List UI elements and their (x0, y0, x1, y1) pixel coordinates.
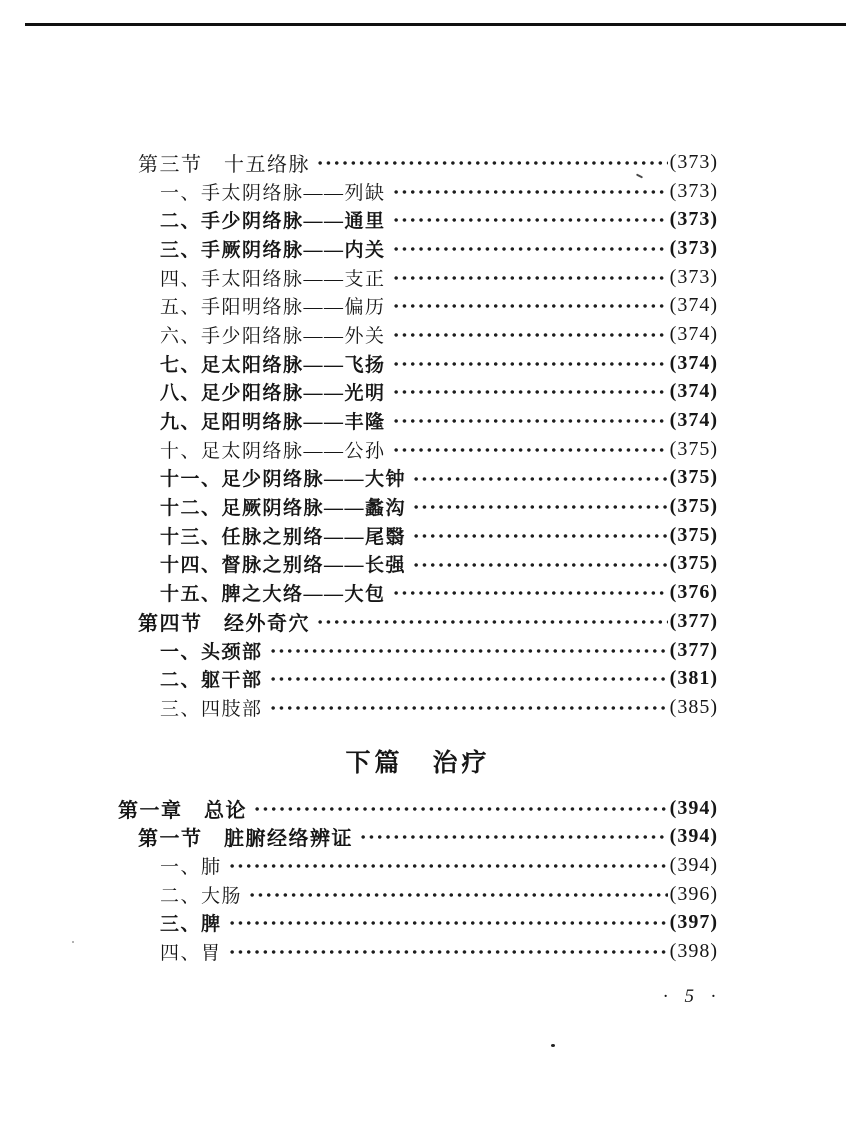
toc-row (118, 550, 718, 579)
toc-entry-page: (375) (669, 466, 718, 489)
dot-leader (392, 409, 668, 432)
toc-row (118, 664, 718, 693)
toc-entry-page: (377) (669, 609, 718, 632)
table-of-contents (118, 148, 718, 966)
dot-leader (228, 911, 668, 934)
toc-entry-page: (376) (669, 581, 718, 604)
toc-row (118, 205, 718, 234)
toc-entry-title: 第一章 总论 (118, 799, 247, 822)
toc-entry-title: 十一、足少阴络脉——大钟 (160, 469, 407, 491)
toc-entry-page: (375) (669, 437, 718, 460)
dot-leader (392, 380, 668, 403)
dot-leader (228, 854, 668, 877)
dot-leader (412, 553, 668, 576)
dot-leader (359, 825, 668, 849)
toc-entry-page: (377) (669, 638, 718, 661)
toc-entry-page: (394) (669, 825, 718, 848)
dot-leader (269, 639, 668, 662)
toc-row (118, 794, 718, 823)
dot-leader (269, 667, 668, 690)
dot-leader (412, 495, 668, 518)
toc-entry-title: 四、手太阳络脉——支正 (160, 268, 386, 290)
toc-entry-title: 七、足太阳络脉——飞扬 (160, 354, 386, 376)
toc-entry-page: (373) (669, 236, 718, 259)
toc-row (118, 406, 718, 435)
dot-leader (269, 696, 668, 719)
toc-entry-page: (373) (669, 150, 718, 173)
toc-row (118, 880, 718, 909)
toc-entry-title: 二、手少阴络脉——通里 (160, 211, 386, 233)
toc-row (118, 578, 718, 607)
dot-leader (253, 796, 668, 820)
toc-row (118, 320, 718, 349)
toc-row (118, 263, 718, 292)
toc-row (118, 937, 718, 966)
dot-leader (392, 438, 668, 461)
toc-row (118, 607, 718, 636)
toc-entry-page: (385) (669, 695, 718, 718)
toc-entry-page: (375) (669, 495, 718, 518)
toc-entry-page: (373) (669, 179, 718, 202)
toc-entry-title: 第四节 经外奇穴 (138, 612, 310, 635)
toc-entry-page: (394) (669, 853, 718, 876)
dot-leader (392, 352, 668, 375)
dot-leader (392, 208, 668, 231)
toc-entry-title: 一、手太阴络脉——列缺 (160, 182, 386, 204)
toc-row (118, 636, 718, 665)
top-rule (25, 23, 846, 26)
dot-leader (412, 467, 668, 490)
dot-leader (412, 524, 668, 547)
toc-entry-page: (373) (669, 208, 718, 231)
toc-entry-title: 十五、脾之大络——大包 (160, 584, 386, 606)
dot-leader (316, 150, 668, 174)
toc-entry-page: (374) (669, 351, 718, 374)
toc-entry-title: 第三节 十五络脉 (138, 153, 310, 176)
toc-entry-title: 一、头颈部 (160, 641, 263, 663)
toc-entry-title: 四、胃 (160, 943, 222, 965)
part-header: 下篇 治疗 (345, 749, 491, 777)
toc-entry-title: 九、足阳明络脉——丰隆 (160, 412, 386, 434)
toc-entry-page: (374) (669, 409, 718, 432)
page-number: · 5 · (663, 986, 722, 1007)
toc-entry-title: 十三、任脉之别络——尾翳 (160, 526, 407, 548)
toc-entry-title: 三、四肢部 (160, 698, 263, 720)
dot-leader (248, 883, 668, 906)
toc-entry-page: (374) (669, 322, 718, 345)
dot-leader (228, 940, 668, 963)
toc-entry-title: 第一节 脏腑经络辨证 (138, 828, 353, 851)
toc-row (118, 435, 718, 464)
scan-artifact (72, 941, 74, 943)
toc-entry-page: (397) (669, 911, 718, 934)
dot-leader (392, 294, 668, 317)
toc-row (118, 521, 718, 550)
dot-leader (316, 609, 668, 633)
toc-entry-page: (375) (669, 523, 718, 546)
toc-entry-title: 二、躯干部 (160, 670, 263, 692)
toc-entry-page: (394) (669, 796, 718, 819)
dot-leader (392, 323, 668, 346)
dot-leader (392, 180, 668, 203)
toc-entry-title: 三、脾 (160, 914, 222, 936)
toc-row (118, 234, 718, 263)
toc-entry-page: (381) (669, 667, 718, 690)
toc-row (118, 349, 718, 378)
toc-entry-title: 五、手阳明络脉——偏历 (160, 297, 386, 319)
toc-entry-page: (374) (669, 294, 718, 317)
toc-entry-title: 十四、督脉之别络——长强 (160, 555, 407, 577)
toc-entry-page: (396) (669, 882, 718, 905)
toc-row (118, 177, 718, 206)
toc-row (118, 909, 718, 938)
toc-entry-title: 六、手少阳络脉——外关 (160, 325, 386, 347)
toc-row (118, 822, 718, 851)
dot-leader (392, 581, 668, 604)
toc-entry-page: (374) (669, 380, 718, 403)
toc-entry-title: 一、肺 (160, 856, 222, 878)
toc-entry-title: 三、手厥阴络脉——内关 (160, 239, 386, 261)
toc-row (118, 492, 718, 521)
toc-entry-page: (375) (669, 552, 718, 575)
toc-entry-title: 十二、足厥阴络脉——蠡沟 (160, 498, 407, 520)
toc-entry-title: 十、足太阴络脉——公孙 (160, 440, 386, 462)
dot-leader (392, 237, 668, 260)
toc-entry-title: 二、大肠 (160, 885, 243, 907)
toc-row (118, 693, 718, 722)
toc-entry-page: (373) (669, 265, 718, 288)
dot-leader (392, 266, 668, 289)
toc-entry-title: 八、足少阳络脉——光明 (160, 383, 386, 405)
toc-row (118, 291, 718, 320)
toc-row (118, 378, 718, 407)
toc-row (118, 851, 718, 880)
toc-row (118, 148, 718, 177)
toc-entry-page: (398) (669, 940, 718, 963)
scan-artifact (551, 1044, 555, 1047)
toc-row (118, 464, 718, 493)
